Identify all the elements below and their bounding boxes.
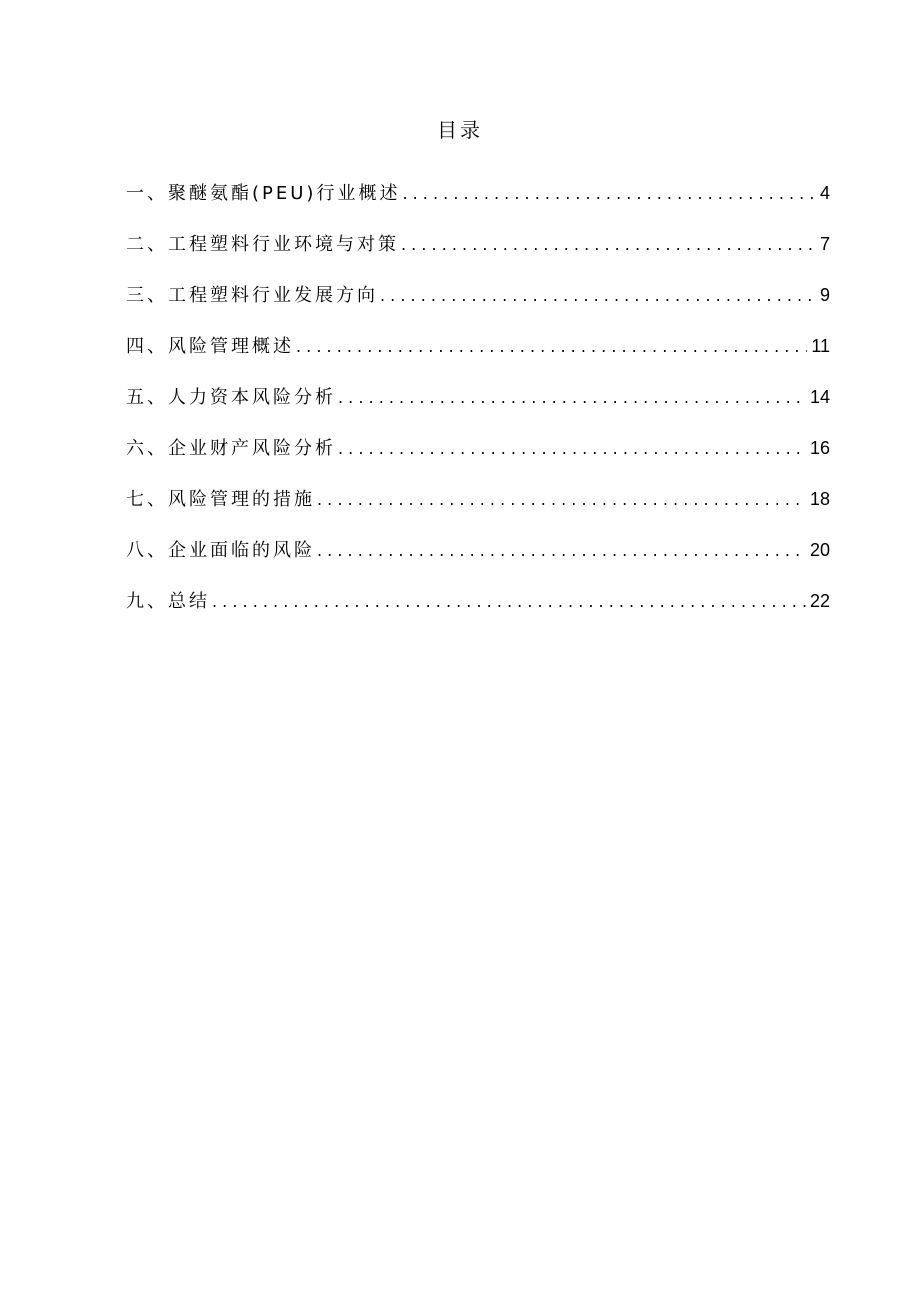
toc-entry[interactable] — [126, 431, 830, 482]
toc-dot-leader — [338, 381, 806, 415]
toc-entry-label: 二、工程塑料行业环境与对策 — [126, 234, 399, 255]
toc-title: 目录 — [437, 118, 483, 142]
toc-entry-page: 11 — [811, 336, 830, 356]
toc-entry-page: 9 — [819, 285, 830, 305]
toc-entry[interactable] — [126, 533, 830, 584]
toc-entry-label: 七、风险管理的措施 — [126, 489, 315, 510]
toc-entry[interactable] — [126, 482, 830, 533]
toc-entry[interactable] — [126, 329, 830, 380]
toc-entry-label: 五、人力资本风险分析 — [126, 387, 336, 408]
toc-dot-leader — [212, 585, 806, 619]
toc-entry-page: 22 — [809, 591, 830, 611]
toc-entry[interactable] — [126, 380, 830, 431]
toc-entry-label: 八、企业面临的风险 — [126, 540, 315, 561]
toc-dot-leader — [380, 279, 816, 313]
toc-entry-page: 18 — [809, 489, 830, 509]
toc-entry[interactable] — [126, 176, 830, 227]
toc-dot-leader — [317, 483, 806, 517]
toc-entry-page: 16 — [809, 438, 830, 458]
toc-entry-label: 三、工程塑料行业发展方向 — [126, 285, 378, 306]
toc-entry-page: 4 — [819, 183, 830, 203]
toc-entry-label: 一、聚醚氨酯(PEU)行业概述 — [126, 183, 401, 204]
toc-entry-page: 14 — [809, 387, 830, 407]
toc-entry-label: 六、企业财产风险分析 — [126, 438, 336, 459]
toc-dot-leader — [338, 432, 806, 466]
toc-dot-leader — [317, 534, 806, 568]
toc-dot-leader — [401, 228, 816, 262]
toc-dot-leader — [402, 177, 816, 211]
toc-entry-label: 四、风险管理概述 — [126, 336, 294, 357]
toc-dot-leader — [296, 330, 807, 364]
toc-list — [126, 176, 830, 635]
toc-entry[interactable] — [126, 584, 830, 635]
toc-entry-page: 20 — [809, 540, 830, 560]
toc-entry-page: 7 — [819, 234, 830, 254]
toc-entry[interactable] — [126, 278, 830, 329]
toc-entry-label: 九、总结 — [126, 591, 210, 612]
toc-entry[interactable] — [126, 227, 830, 278]
